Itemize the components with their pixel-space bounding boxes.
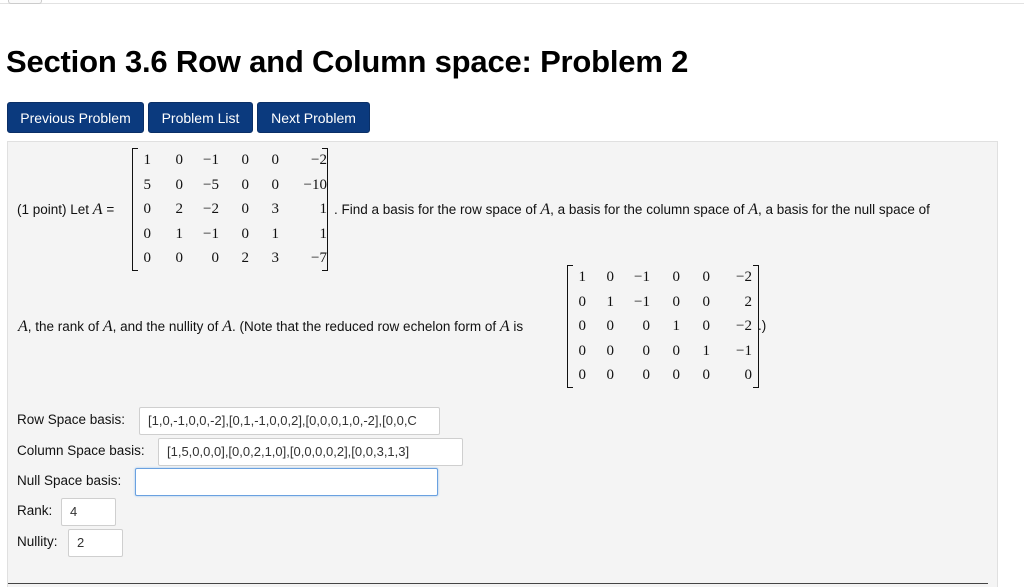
- matrix-rref-cell: 0: [578, 367, 586, 384]
- text-find-basis-row: . Find a basis for the row space of: [334, 202, 541, 217]
- matrix-a-right-bracket: [322, 148, 328, 271]
- problem-panel: [7, 141, 998, 587]
- top-divider: [0, 3, 1024, 4]
- column-space-label: Column Space basis:: [17, 443, 145, 458]
- var-a: A: [222, 318, 232, 335]
- null-space-label: Null Space basis:: [17, 473, 122, 488]
- nullity-input[interactable]: 2: [68, 529, 123, 557]
- matrix-a-cell: 1: [271, 225, 279, 242]
- matrix-a-cell: 0: [175, 176, 183, 193]
- matrix-a-cell: −10: [303, 176, 327, 193]
- rank-input[interactable]: 4: [61, 498, 116, 526]
- matrix-rref-table: [572, 265, 752, 388]
- column-space-input[interactable]: [1,5,0,0,0],[0,0,2,1,0],[0,0,0,0,2],[0,0,3,1,3]: [158, 438, 463, 466]
- matrix-rref-cell: 0: [702, 269, 710, 285]
- matrix-rref-row: [572, 314, 752, 339]
- previous-problem-button[interactable]: Previous Problem: [7, 102, 144, 133]
- matrix-rref-cell: 0: [702, 293, 710, 310]
- matrix-rref-row: [572, 265, 752, 290]
- nullity-label: Nullity:: [17, 534, 58, 549]
- row-space-label: Row Space basis:: [17, 412, 126, 427]
- matrix-a-cell: 3: [271, 201, 279, 218]
- matrix-rref-cell: 0: [578, 342, 586, 359]
- problem-list-button[interactable]: Problem List: [148, 102, 253, 133]
- matrix-a-row: [137, 197, 327, 222]
- matrix-rref-cell: 0: [672, 293, 680, 310]
- problem-intro: (1 point) Let: [17, 202, 93, 217]
- var-a: A: [102, 318, 113, 335]
- matrix-rref-cell: 0: [642, 367, 650, 384]
- matrix-a-cell: 0: [241, 201, 249, 218]
- matrix-a-cell: 2: [175, 201, 183, 218]
- matrix-a-cell: −1: [203, 152, 219, 168]
- text-is: is: [509, 319, 524, 334]
- matrix-rref-cell: 0: [672, 367, 680, 384]
- matrix-a-row: [137, 222, 327, 247]
- problem-line-1-intro: [17, 201, 114, 219]
- matrix-rref-row: [572, 363, 752, 388]
- matrix-a-cell: −7: [311, 250, 327, 267]
- matrix-a-cell: −2: [203, 201, 219, 218]
- matrix-rref-cell: −2: [736, 269, 752, 285]
- row-space-input[interactable]: [1,0,-1,0,0,-2],[0,1,-1,0,0,2],[0,0,0,1,0,-2],[0,0,C: [139, 407, 440, 435]
- matrix-rref-cell: −1: [736, 342, 752, 359]
- matrix-rref-cell: 0: [606, 318, 614, 335]
- matrix-rref-cell: −2: [736, 318, 752, 335]
- closing-paren: .): [758, 318, 767, 333]
- matrix-a-row: [137, 148, 327, 173]
- matrix-a-cell: 0: [271, 152, 279, 168]
- matrix-a-row: [137, 173, 327, 198]
- matrix-a-cell: 5: [143, 176, 151, 193]
- matrix-rref-cell: 0: [702, 367, 710, 384]
- top-tab-stub: [8, 0, 42, 4]
- matrix-rref-cell: 0: [642, 318, 650, 335]
- var-a: A: [18, 318, 28, 335]
- null-space-input[interactable]: [135, 468, 438, 496]
- matrix-a-cell: 2: [241, 250, 249, 267]
- matrix-a-cell: 0: [211, 250, 219, 267]
- matrix-rref-row: [572, 290, 752, 315]
- matrix-a-cell: 0: [241, 152, 249, 168]
- matrix-rref-cell: 0: [702, 318, 710, 335]
- matrix-a-cell: 1: [143, 152, 151, 168]
- matrix-rref-cell: 0: [642, 342, 650, 359]
- matrix-rref-cell: 0: [672, 342, 680, 359]
- matrix-rref-cell: 0: [578, 293, 586, 310]
- var-a: A: [499, 318, 510, 335]
- matrix-rref-cell: 0: [744, 367, 752, 384]
- equals-sign: =: [102, 202, 115, 217]
- text-basis-column: , a basis for the column space of: [550, 202, 749, 217]
- matrix-rref-cell: 1: [672, 318, 680, 335]
- matrix-rref-cell: 1: [578, 269, 586, 285]
- matrix-a-cell: 0: [143, 201, 151, 218]
- matrix-a-cell: 3: [271, 250, 279, 267]
- matrix-rref-cell: 1: [702, 342, 710, 359]
- var-a: A: [92, 201, 103, 218]
- rank-label: Rank:: [17, 503, 53, 518]
- matrix-a-row: [137, 246, 327, 271]
- problem-line-2: [18, 318, 523, 336]
- matrix-a-cell: −5: [203, 176, 219, 193]
- matrix-rref-cell: −1: [634, 269, 650, 285]
- text-note-rref: . (Note that the reduced row echelon form of: [231, 319, 500, 334]
- matrix-a-cell: 0: [143, 250, 151, 267]
- text-rank-of: , the rank of: [27, 319, 103, 334]
- page-title: Section 3.6 Row and Column space: Problem 2: [6, 44, 689, 79]
- matrix-a-table: [137, 148, 327, 271]
- problem-line-1-rest: [334, 201, 930, 219]
- matrix-rref-cell: 2: [744, 293, 752, 310]
- matrix-a-cell: 1: [319, 201, 327, 218]
- matrix-a-cell: 0: [175, 250, 183, 267]
- var-a: A: [748, 201, 759, 218]
- bottom-divider: [8, 583, 988, 584]
- matrix-rref-cell: 0: [578, 318, 586, 335]
- matrix-a: [132, 148, 328, 271]
- matrix-rref-row: [572, 339, 752, 364]
- next-problem-button[interactable]: Next Problem: [257, 102, 370, 133]
- matrix-a-cell: −1: [203, 225, 219, 242]
- matrix-a-cell: 0: [175, 152, 183, 168]
- matrix-rref-cell: 1: [606, 293, 614, 310]
- matrix-rref-cell: 0: [606, 269, 614, 285]
- matrix-a-cell: 1: [175, 225, 183, 242]
- matrix-a-cell: 0: [241, 176, 249, 193]
- matrix-a-cell: 1: [319, 225, 327, 242]
- matrix-a-cell: 0: [271, 176, 279, 193]
- matrix-a-cell: −2: [311, 152, 327, 168]
- matrix-rref-cell: −1: [634, 293, 650, 310]
- var-a: A: [540, 201, 551, 218]
- text-nullity-of: , and the nullity of: [112, 319, 223, 334]
- matrix-a-cell: 0: [143, 225, 151, 242]
- text-basis-null: , a basis for the null space of: [758, 202, 930, 217]
- matrix-rref-cell: 0: [672, 269, 680, 285]
- matrix-rref: [567, 265, 759, 388]
- matrix-rref-cell: 0: [606, 342, 614, 359]
- matrix-rref-cell: 0: [606, 367, 614, 384]
- matrix-a-cell: 0: [241, 225, 249, 242]
